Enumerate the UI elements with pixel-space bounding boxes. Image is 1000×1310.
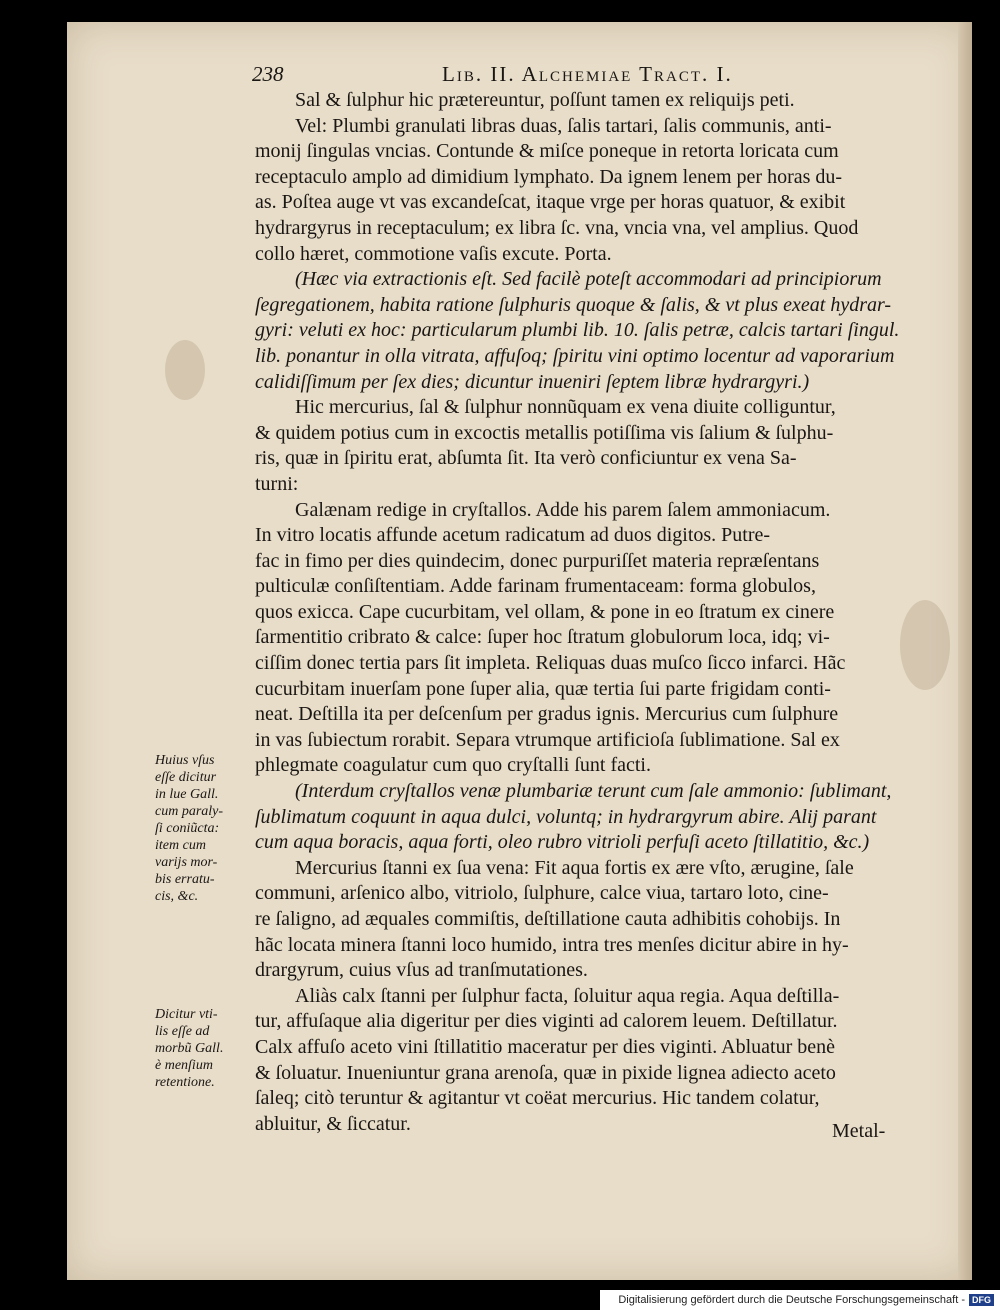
text-line: monij ſingulas vncias. Contunde & miſce poneque in retorta loricata cum xyxy=(255,140,839,163)
text-line: re ſaligno, ad æquales commiſtis, deſtillatione cauta adhibitis cohobijs. In xyxy=(255,908,841,930)
text-line: Hic mercurius, ſal & ſulphur nonnũquam ex vena diuite colliguntur, xyxy=(295,396,836,419)
text-line: cucurbitam inuerſam pone ſuper alia, quæ tertia ſui parte frigidam conti- xyxy=(255,677,831,700)
footer-text: Digitalisierung gefördert durch die Deutsche Forschungsgemeinschaft - xyxy=(618,1294,965,1306)
text-line: phlegmate coagulatur cum quo cryſtalli ſunt facti. xyxy=(255,754,651,777)
body-text xyxy=(255,88,935,1137)
margin-note-line: cis, &c. xyxy=(155,889,199,904)
text-line: in vas ſubiectum rorabit. Separa vtrumque artificioſa ſublimatione. Sal ex xyxy=(255,728,840,751)
margin-note-line: morbũ Gall. xyxy=(155,1041,224,1056)
margin-note-line: retentione. xyxy=(155,1075,215,1090)
digitization-footer xyxy=(600,1290,1000,1310)
margin-note-line: Huius vſus xyxy=(155,753,215,768)
page-edge xyxy=(958,22,972,1280)
running-header xyxy=(252,62,932,88)
margin-note-line: item cum xyxy=(155,838,206,853)
text-line: turni: xyxy=(255,472,299,495)
margin-note-line: è menſium xyxy=(155,1058,213,1073)
text-line: fac in fimo per dies quindecim, donec purpuriſſet materia repræſentans xyxy=(255,549,820,572)
ink-stain xyxy=(165,340,205,400)
text-line: hãc locata minera ſtanni loco humido, intra tres menſes dicitur abire in hy- xyxy=(255,933,849,956)
text-line: Mercurius ſtanni ex ſua vena: Fit aqua fortis ex ære vſto, ærugine, ſale xyxy=(295,856,854,879)
text-line: communi, arſenico albo, vitriolo, ſulphure, calce viua, tartaro loto, cine- xyxy=(255,882,829,905)
text-line: tur, affuſaque alia digeritur per dies viginti ad calorem leuem. Deſtillatur. xyxy=(255,1010,838,1033)
text-line: Vel: Plumbi granulati libras duas, ſalis tartari, ſalis communis, anti- xyxy=(295,114,832,137)
text-line: Calx affuſo aceto vini ſtillatitio maceratur per dies viginti. Abluatur benè xyxy=(255,1035,836,1058)
text-line: quos exicca. Cape cucurbitam, vel ollam, & pone in eo ſtratum ex cinere xyxy=(255,600,835,623)
text-line: ſegregationem, habita ratione ſulphuris quoque & ſalis, & vt plus exeat hydrar- xyxy=(255,293,892,316)
text-line: as. Poſtea auge vt vas excandeſcat, itaque vrge per horas quatuor, & exibit xyxy=(255,191,846,214)
text-line: Aliàs calx ſtanni per ſulphur facta, ſoluitur aqua regia. Aqua deſtilla- xyxy=(295,984,840,1007)
text-line: & ſoluatur. Inueniuntur grana arenoſa, quæ in pixide lignea adiecto aceto xyxy=(255,1061,836,1084)
text-line: gyri: veluti ex hoc: particularum plumbi lib. 10. ſalis petræ, calcis tartari ſingul. xyxy=(255,319,900,342)
running-title: Lib. II. Alchemiae Tract. I. xyxy=(442,62,733,86)
text-line: ciſſim donec tertia pars ſit impleta. Reliquas duas muſco ſicco infarci. Hãc xyxy=(255,652,846,675)
text-line: ſaleq; citò teruntur & agitantur vt coëat mercurius. Hic tandem colatur, xyxy=(255,1087,820,1110)
margin-note-line: eſſe dicitur xyxy=(155,770,217,785)
text-line: calidiſſimum per ſex dies; dicuntur inueniri ſeptem libræ hydrargyri.) xyxy=(255,370,810,393)
text-line: lib. ponantur in olla vitrata, affuſoq; ſpiritu vini optimo locentur ad vaporarium xyxy=(255,344,895,367)
text-line: & quidem potius cum in excoctis metallis potiſſima vis ſalium & ſulphu- xyxy=(255,421,834,444)
text-line: collo hæret, commotione vaſis excute. Porta. xyxy=(255,242,612,265)
text-line: (Hæc via extractionis eſt. Sed facilè poteſt accommodari ad principiorum xyxy=(295,268,882,291)
text-line: neat. Deſtilla ita per deſcenſum per gradus ignis. Mercurius cum ſulphure xyxy=(255,703,839,726)
text-line: Sal & ſulphur hic prætereuntur, poſſunt tamen ex reliquijs peti. xyxy=(295,89,795,111)
margin-note xyxy=(155,752,250,905)
margin-note-line: in lue Gall. xyxy=(155,787,219,802)
page-number: 238 xyxy=(252,62,284,86)
dfg-logo: DFG xyxy=(969,1294,994,1306)
catchword: Metal- xyxy=(832,1120,886,1142)
text-line: ris, quæ in ſpiritu erat, abſumta ſit. Ita verò conficiuntur ex vena Sa- xyxy=(255,447,797,470)
text-line: receptaculo amplo ad dimidium lymphato. Da ignem lenem per horas du- xyxy=(255,165,843,188)
margin-note-line: lis eſſe ad xyxy=(155,1024,210,1039)
text-line: abluitur, & ſiccatur. xyxy=(255,1112,411,1135)
margin-note-line: bis erratu- xyxy=(155,872,215,887)
text-line: cum aqua boracis, aqua forti, oleo rubro vitrioli perfuſi aceto ſtillatitio, &c.) xyxy=(255,831,870,854)
text-line: Galænam redige in cryſtallos. Adde his parem ſalem ammoniacum. xyxy=(295,498,831,521)
text-line: drargyrum, cuius vſus ad tranſmutationes. xyxy=(255,959,588,982)
margin-note xyxy=(155,1006,250,1091)
text-line: pulticulæ conſiſtentiam. Adde farinam frumentaceam: forma globulos, xyxy=(255,575,816,598)
margin-note-line: varijs mor- xyxy=(155,855,218,870)
text-line: In vitro locatis affunde acetum radicatum ad duos digitos. Putre- xyxy=(255,524,771,547)
text-line: ſublimatum coquunt in aqua dulci, voluntq; in hydrargyrum abire. Alij parant xyxy=(255,805,877,828)
text-line: (Interdum cryſtallos venæ plumbariæ terunt cum ſale ammonio: ſublimant, xyxy=(295,780,892,803)
text-line: ſarmentitio cribrato & calce: ſuper hoc ſtratum globulorum loca, idq; vi- xyxy=(255,626,830,649)
margin-note-line: ſi coniũcta: xyxy=(155,821,220,836)
margin-note-line: Dicitur vti- xyxy=(155,1007,218,1022)
text-line: hydrargyrus in receptaculum; ex libra ſc. vna, vncia vna, vel amplius. Quod xyxy=(255,216,859,239)
margin-note-line: cum paraly- xyxy=(155,804,224,819)
